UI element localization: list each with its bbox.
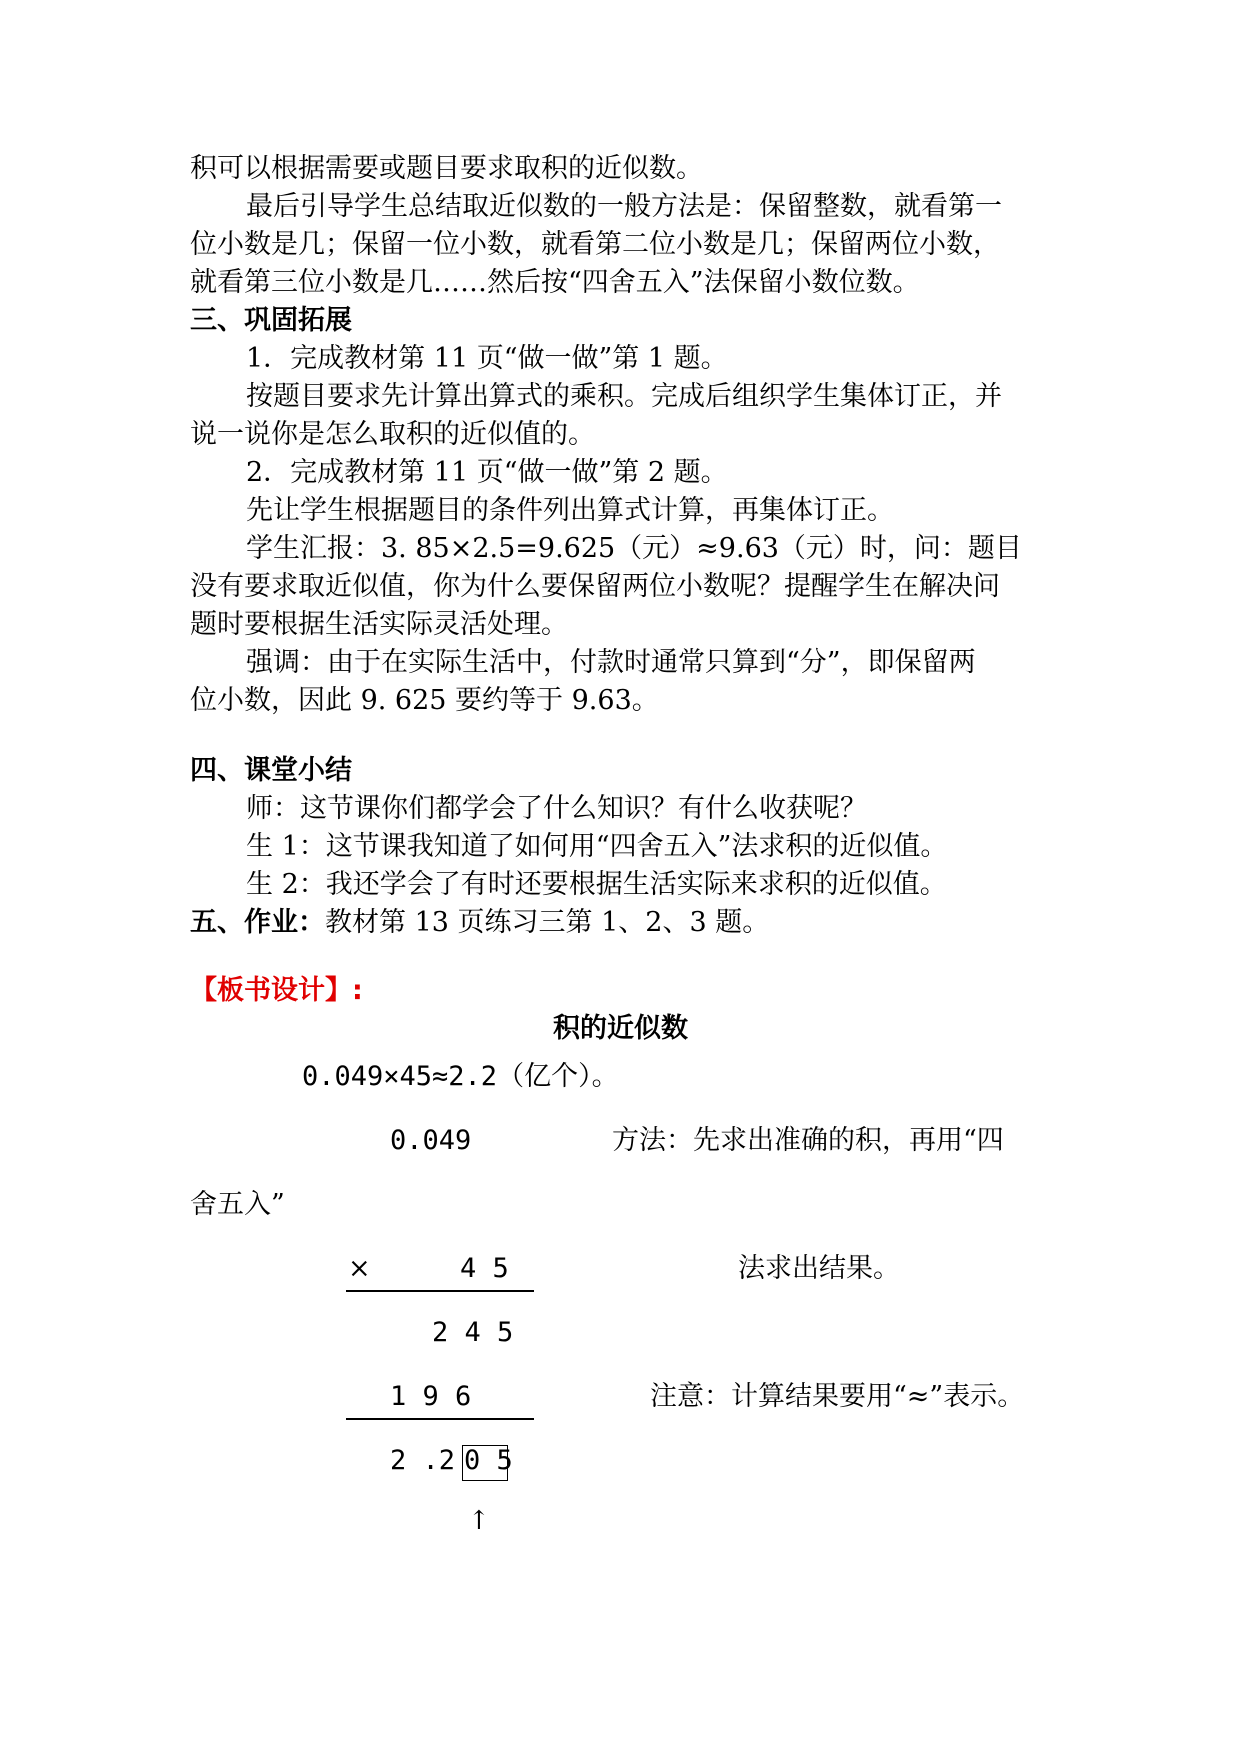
partial-product: 1 9 6 xyxy=(390,1381,472,1412)
homework-text: 教材第 13 页练习三第 1、2、3 题。 xyxy=(325,907,770,938)
paragraph-line: 1．完成教材第 11 页“做一做”第 1 题。 xyxy=(246,343,728,374)
paragraph-line: 题时要根据生活实际灵活处理。 xyxy=(190,609,568,640)
partial-product: 2 4 5 xyxy=(432,1317,514,1348)
paragraph-line: 先让学生根据题目的条件列出算式计算，再集体订正。 xyxy=(246,495,894,526)
paragraph-line: 位小数是几；保留一位小数，就看第二位小数是几；保留两位小数， xyxy=(190,229,1000,260)
board-equation: 0.049×45≈2.2（亿个）。 xyxy=(302,1061,619,1092)
paragraph-line: 位小数，因此 9. 625 要约等于 9.63。 xyxy=(190,685,659,716)
section-heading: 三、巩固拓展 xyxy=(190,305,352,336)
method-text: 方法：先求出准确的积，再用“四 xyxy=(612,1125,1004,1156)
paragraph-line: 生 2：我还学会了有时还要根据生活实际来求积的近似值。 xyxy=(246,869,947,900)
paragraph-line: 师：这节课你们都学会了什么知识？有什么收获呢？ xyxy=(246,793,867,824)
section-heading: 四、课堂小结 xyxy=(190,755,352,786)
calc-rule xyxy=(346,1290,534,1292)
paragraph-line: 没有要求取近似值，你为什么要保留两位小数呢？提醒学生在解决问 xyxy=(190,571,1000,602)
rounding-box xyxy=(462,1445,508,1481)
paragraph-line: 按题目要求先计算出算式的乘积。完成后组织学生集体订正，并 xyxy=(246,381,1002,412)
method-text: 法求出结果。 xyxy=(738,1253,900,1284)
section-heading: 五、作业： xyxy=(190,907,325,938)
result-boxed-digits: 0 5 xyxy=(464,1445,513,1476)
paragraph-line: 学生汇报：3. 85×2.5=9.625（元）≈9.63（元）时，问：题目 xyxy=(246,533,1022,564)
multiplicand: 0.049 xyxy=(390,1125,472,1156)
multiplier: 4 5 xyxy=(460,1253,509,1284)
arrow-up-icon: ↑ xyxy=(468,1506,490,1536)
result-value: 2 .2 xyxy=(390,1445,456,1476)
paragraph-line: 强调：由于在实际生活中，付款时通常只算到“分”，即保留两 xyxy=(246,647,976,678)
method-text: 舍五入” xyxy=(190,1189,285,1220)
paragraph-line: 最后引导学生总结取近似数的一般方法是：保留整数，就看第一 xyxy=(246,191,1002,222)
board-design-label: 【板书设计】: xyxy=(190,975,363,1006)
calc-rule xyxy=(346,1418,534,1420)
board-title: 积的近似数 xyxy=(553,1013,688,1044)
paragraph-line: 积可以根据需要或题目要求取积的近似数。 xyxy=(190,153,703,184)
homework-line xyxy=(190,904,769,942)
note-text: 注意：计算结果要用“≈”表示。 xyxy=(650,1381,1025,1412)
times-sign: × xyxy=(348,1253,371,1284)
paragraph-line: 生 1：这节课我知道了如何用“四舍五入”法求积的近似值。 xyxy=(246,831,948,862)
paragraph-line: 就看第三位小数是几……然后按“四舍五入”法保留小数位数。 xyxy=(190,267,920,298)
paragraph-line: 2．完成教材第 11 页“做一做”第 2 题。 xyxy=(246,457,728,488)
paragraph-line: 说一说你是怎么取积的近似值的。 xyxy=(190,419,595,450)
